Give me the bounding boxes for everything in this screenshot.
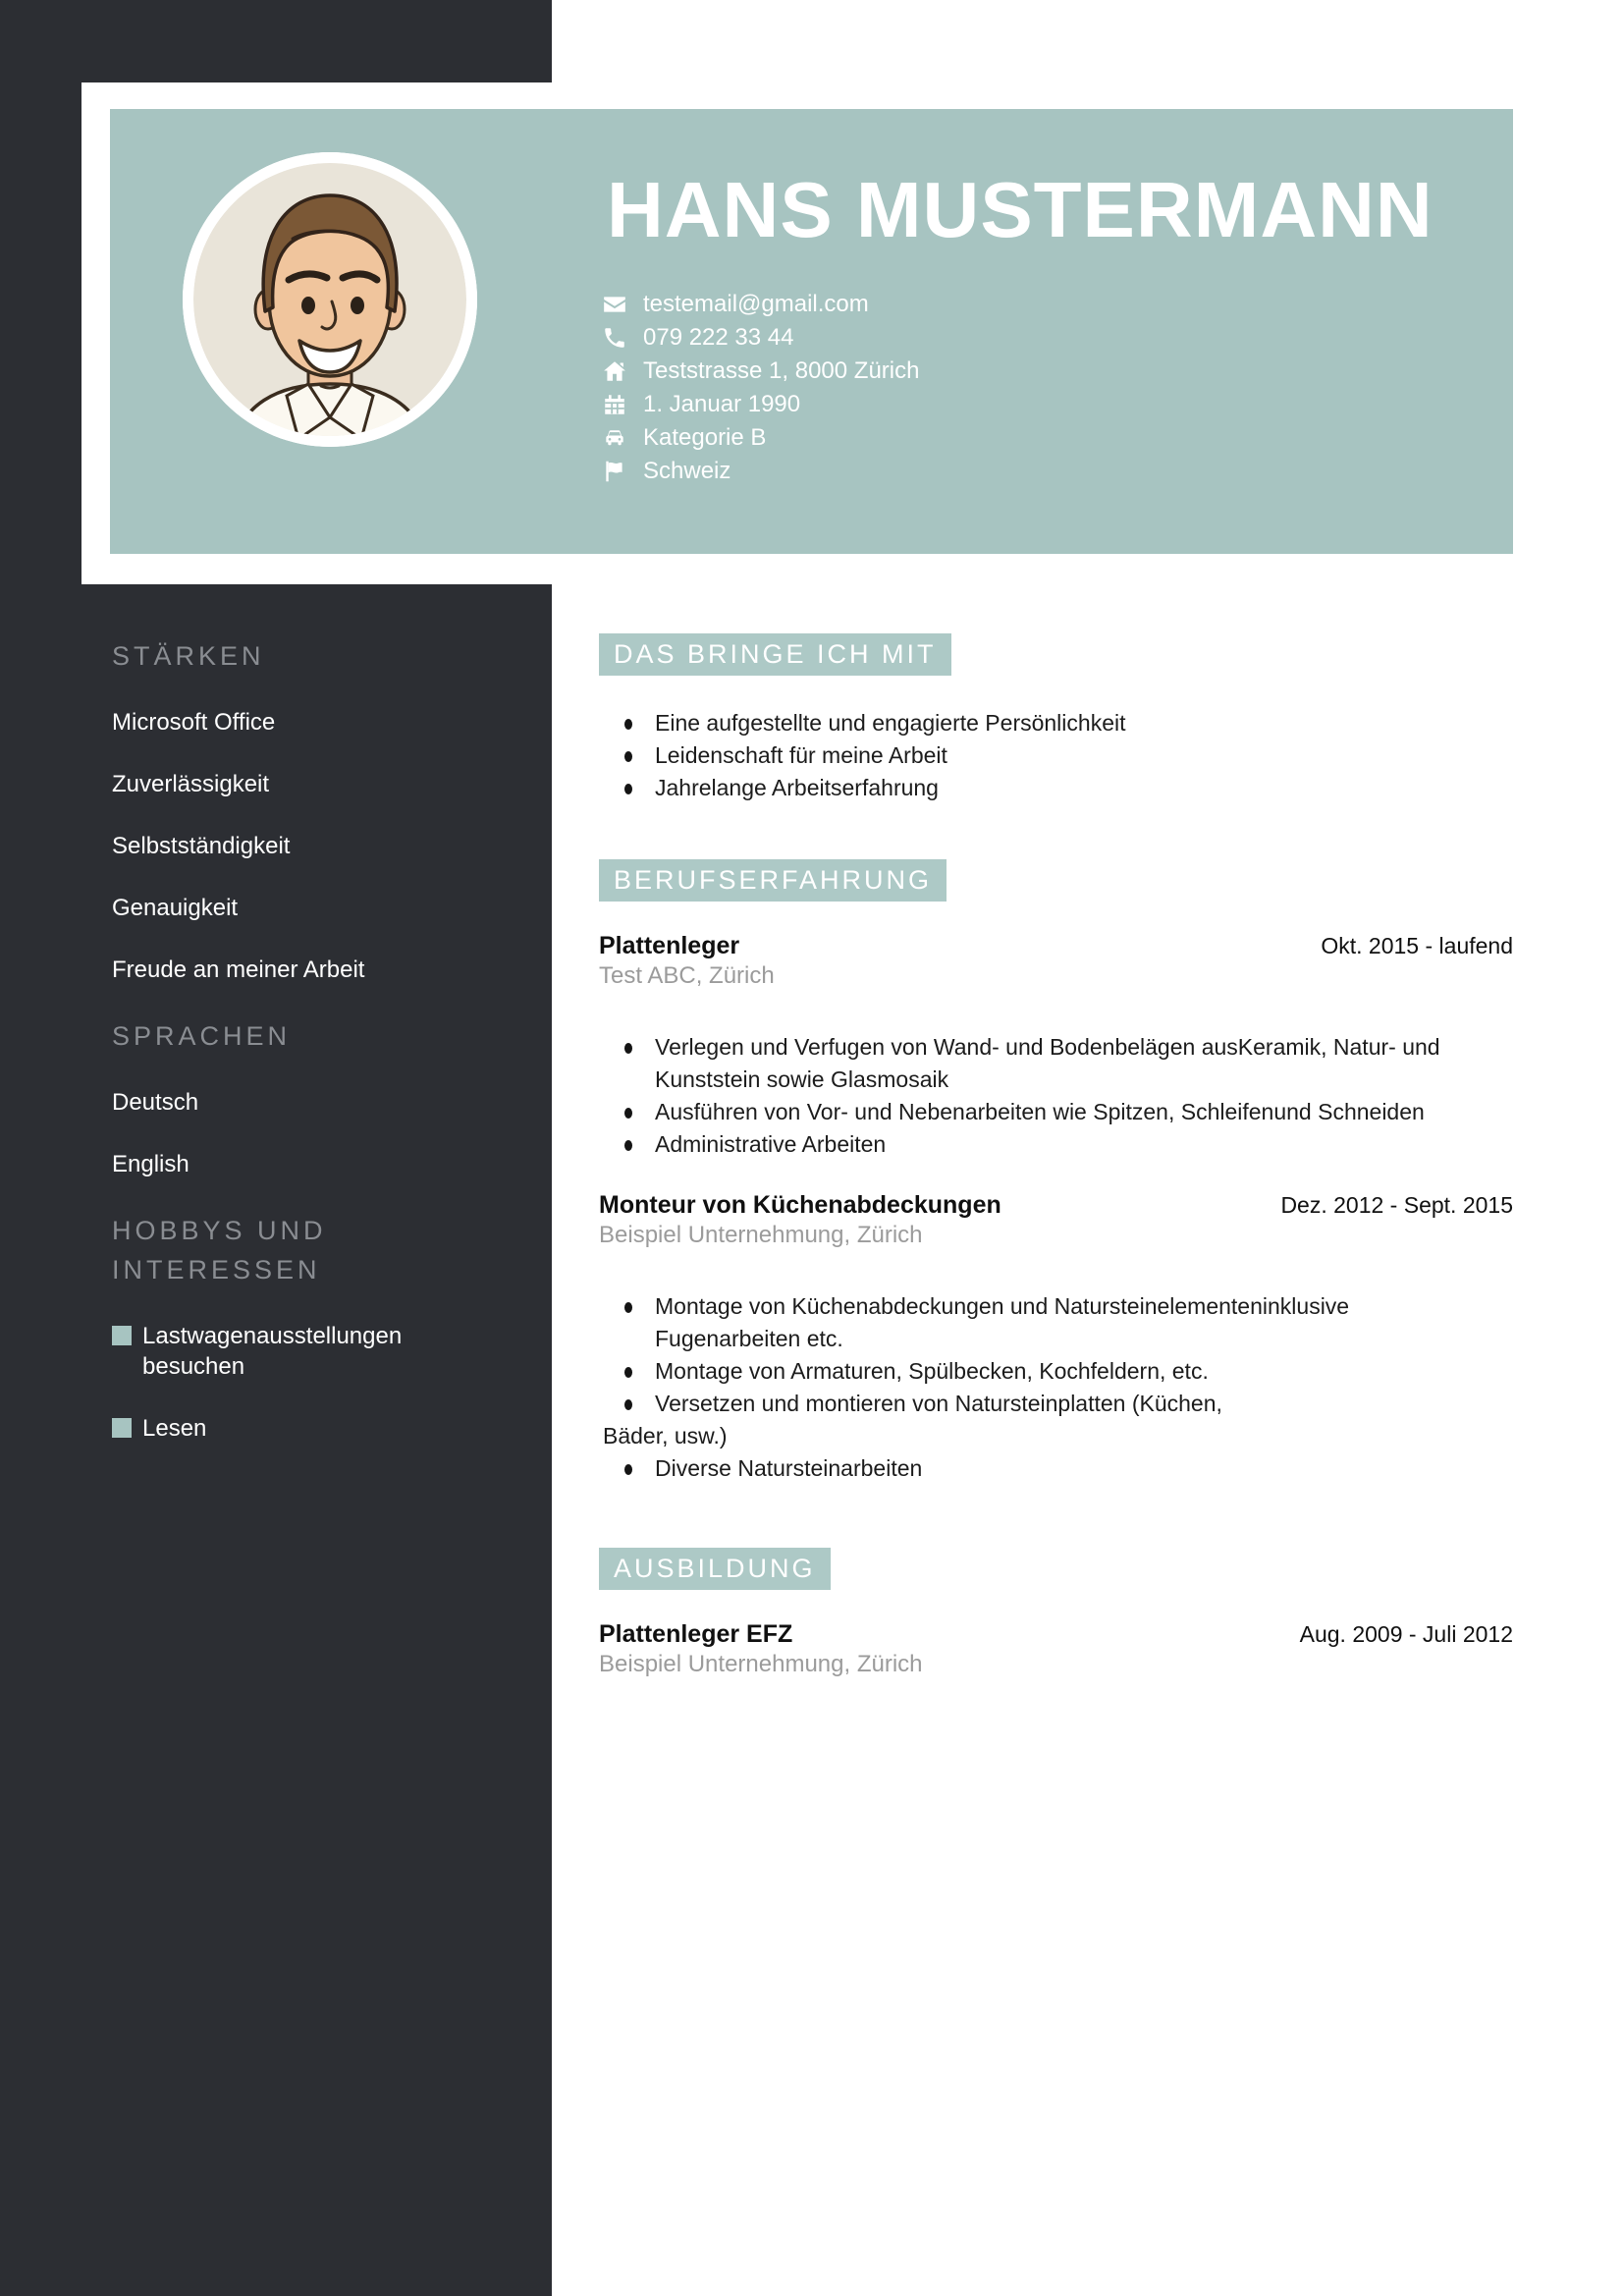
- job-bullet-list: [599, 1290, 1463, 1485]
- section-title-badge-education: AUSBILDUNG: [599, 1548, 831, 1590]
- sidebar-title-sprachen: SPRACHEN: [112, 1021, 292, 1051]
- list-item: English: [112, 1151, 189, 1177]
- section-title-badge-intro: DAS BRINGE ICH MIT: [599, 633, 951, 676]
- list-item: Administrative Arbeiten: [599, 1128, 1463, 1161]
- contact-birthdate: 1. Januar 1990: [643, 390, 801, 417]
- hobbies-list: [112, 1321, 465, 1444]
- list-item: Deutsch: [112, 1089, 199, 1116]
- strengths-list: [112, 707, 465, 985]
- calendar-icon: [601, 391, 627, 417]
- contact-email-row: [601, 292, 919, 316]
- hobby-label: Lesen: [142, 1415, 207, 1442]
- contact-license: Kategorie B: [643, 423, 767, 451]
- contact-address-row: [601, 358, 919, 383]
- home-icon: [601, 357, 627, 384]
- square-bullet-icon: [112, 1326, 132, 1345]
- job-organization: Beispiel Unternehmung, Zürich: [599, 1222, 923, 1248]
- list-item: Jahrelange Arbeitserfahrung: [599, 772, 1463, 804]
- list-item: Selbstständigkeit: [112, 833, 291, 859]
- list-item: [112, 1321, 465, 1382]
- entry-header: [599, 932, 1513, 959]
- contact-phone-row: [601, 325, 919, 350]
- education-entry: [599, 1620, 1513, 1680]
- flag-icon: [601, 458, 627, 484]
- entry-header: [599, 1191, 1513, 1219]
- contact-list: [601, 292, 919, 483]
- job-title: Plattenleger: [599, 932, 740, 959]
- job-period: Dez. 2012 - Sept. 2015: [1280, 1192, 1513, 1218]
- list-item: Zuverlässigkeit: [112, 771, 270, 797]
- hobby-label: Lastwagenausstellungen besuchen: [142, 1323, 403, 1380]
- list-item: Microsoft Office: [112, 709, 276, 736]
- square-bullet-icon: [112, 1418, 132, 1438]
- phone-icon: [601, 324, 627, 351]
- list-item: Verlegen und Verfugen von Wand- und Bodenbelägen ausKeramik, Natur- und Kunststein sowie Glasmosaik: [599, 1031, 1463, 1096]
- list-item: Versetzen und montieren von Natursteinplatten (Küchen,: [599, 1388, 1463, 1420]
- intro-bullet-list: [599, 707, 1463, 804]
- list-item: Leidenschaft für meine Arbeit: [599, 739, 1463, 772]
- contact-email: testemail@gmail.com: [643, 290, 869, 317]
- list-item: Montage von Küchenabdeckungen und Natursteinelementeninklusive Fugenarbeiten etc.: [599, 1290, 1463, 1355]
- sidebar-title-hobbys: HOBBYS UND INTERESSEN: [112, 1216, 327, 1285]
- job-period: Okt. 2015 - laufend: [1321, 933, 1513, 958]
- envelope-icon: [601, 291, 627, 317]
- languages-list: [112, 1087, 465, 1179]
- list-item: [112, 1413, 465, 1444]
- education-title: Plattenleger EFZ: [599, 1620, 793, 1648]
- contact-birthdate-row: [601, 392, 919, 416]
- list-item-continuation: Bäder, usw.): [603, 1423, 728, 1449]
- education-period: Aug. 2009 - Juli 2012: [1299, 1621, 1513, 1647]
- contact-nationality-row: [601, 459, 919, 483]
- education-organization: Beispiel Unternehmung, Zürich: [599, 1651, 923, 1677]
- main-column: [599, 633, 1513, 1680]
- job-organization: Test ABC, Zürich: [599, 962, 775, 989]
- list-item: Montage von Armaturen, Spülbecken, Kochfeldern, etc.: [599, 1355, 1463, 1388]
- profile-photo: [183, 152, 477, 447]
- entry-header: [599, 1620, 1513, 1648]
- experience-entry: [599, 1191, 1513, 1485]
- person-name: HANS MUSTERMANN: [607, 166, 1434, 253]
- sidebar-title-staerken: STÄRKEN: [112, 641, 265, 671]
- section-title-badge-experience: BERUFSERFAHRUNG: [599, 859, 947, 902]
- contact-phone: 079 222 33 44: [643, 323, 794, 351]
- sidebar: [112, 636, 465, 1475]
- experience-entry: [599, 932, 1513, 1161]
- contact-license-row: [601, 425, 919, 450]
- car-icon: [601, 424, 627, 451]
- list-item: Freude an meiner Arbeit: [112, 957, 365, 983]
- list-item: Ausführen von Vor- und Nebenarbeiten wie Spitzen, Schleifenund Schneiden: [599, 1096, 1463, 1128]
- job-title: Monteur von Küchenabdeckungen: [599, 1191, 1001, 1219]
- job-bullet-list: [599, 1031, 1463, 1161]
- list-item: Diverse Natursteinarbeiten: [599, 1452, 1463, 1485]
- contact-nationality: Schweiz: [643, 457, 731, 484]
- list-item: Eine aufgestellte und engagierte Persönlichkeit: [599, 707, 1463, 739]
- contact-address: Teststrasse 1, 8000 Zürich: [643, 356, 920, 384]
- list-item: Genauigkeit: [112, 895, 239, 921]
